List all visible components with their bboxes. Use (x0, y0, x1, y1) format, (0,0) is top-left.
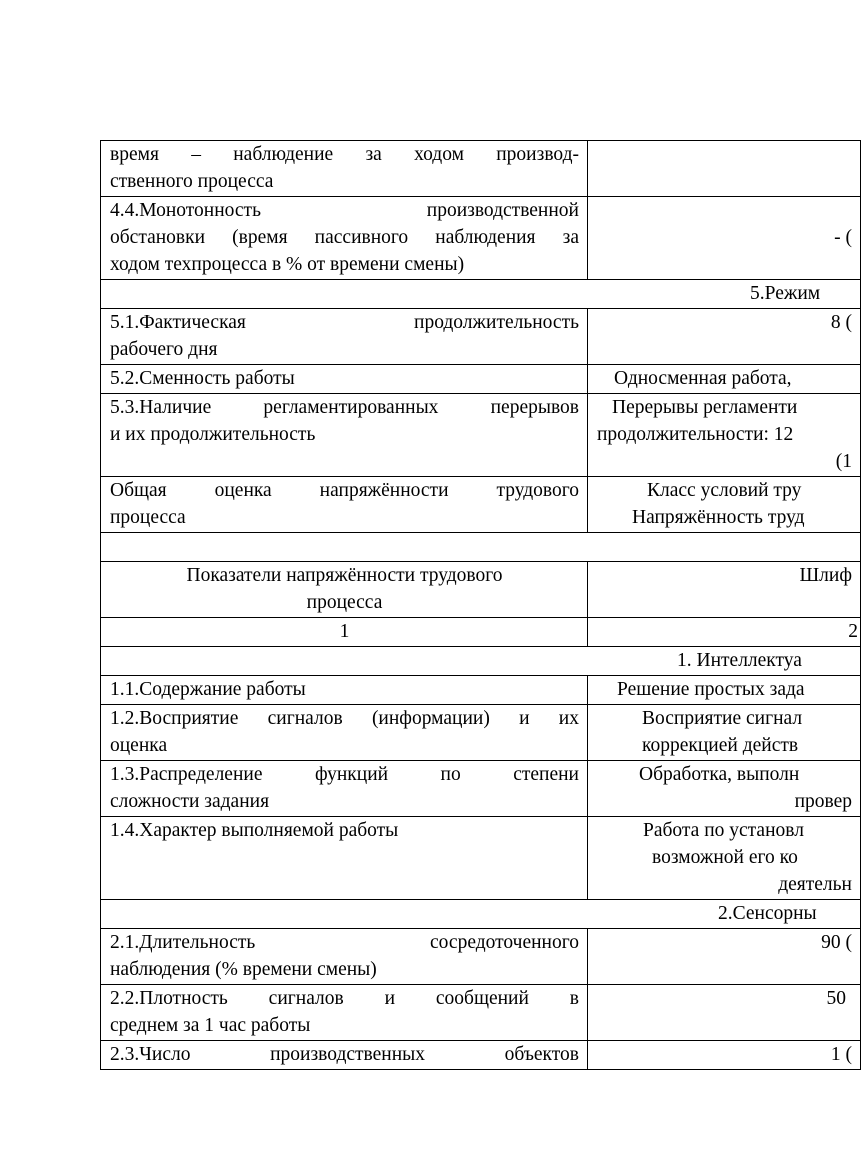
value-cell (588, 309, 861, 365)
table-row (101, 309, 861, 365)
indicator-cell (101, 141, 588, 197)
indicator-cell (101, 477, 588, 533)
table-row (101, 705, 861, 761)
table-row (101, 394, 861, 477)
table-row (101, 676, 861, 705)
indicator-cell (101, 985, 588, 1041)
cell-line: деятельн (778, 874, 852, 895)
cell-line: 2.2.Плотность сигналов и сообщений в (110, 988, 579, 1009)
value-cell (588, 985, 861, 1041)
cell-line: процесса (110, 507, 186, 528)
cell-line: 1.3.Распределение функций по степени (110, 764, 579, 785)
cell-line: ственного процесса (110, 171, 274, 192)
table-row (101, 1041, 861, 1070)
cell-line: 2.3.Число производственных объектов (110, 1044, 579, 1065)
cell-line: рабочего дня (110, 339, 218, 360)
header-line: процесса (306, 592, 383, 613)
table-row (101, 365, 861, 394)
header-line: Шлиф (799, 565, 852, 586)
value-cell (588, 676, 861, 705)
cell-line: Перерывы регламенти (612, 397, 798, 418)
section-title: 1. Интеллектуа (677, 650, 802, 671)
cell-line: коррекцией действ (642, 735, 799, 756)
indicator-cell (101, 394, 588, 477)
cell-line: - ( (834, 227, 852, 248)
value-cell (588, 705, 861, 761)
section-cell (101, 280, 861, 309)
cell-line: Напряжённость труд (632, 507, 805, 528)
cell-line: Односменная работа, (614, 368, 792, 389)
value-cell (588, 761, 861, 817)
indicator-cell (101, 1041, 588, 1070)
section-row (101, 647, 861, 676)
cell-line: провер (794, 791, 852, 812)
section-title: 5.Режим (750, 283, 821, 304)
section-cell (101, 647, 861, 676)
cell-line: продолжительности: 12 (597, 424, 794, 445)
column-number: 1 (339, 621, 350, 642)
cell-line: 5.1.Фактическая продолжительность (110, 312, 579, 333)
value-cell (588, 394, 861, 477)
cell-line: Решение простых зада (617, 679, 805, 700)
value-cell (588, 141, 861, 197)
indicator-cell (101, 817, 588, 900)
table-row (101, 477, 861, 533)
value-cell (588, 197, 861, 280)
header-line: Показатели напряжённости трудового (186, 565, 503, 586)
blank-row (101, 533, 861, 562)
cell-line: Восприятие сигнал (642, 708, 803, 729)
indicator-cell (101, 929, 588, 985)
section-row (101, 900, 861, 929)
section-cell (101, 900, 861, 929)
cell-line: 2.1.Длительность сосредоточенного (110, 932, 579, 953)
value-cell (588, 817, 861, 900)
indicator-cell (101, 761, 588, 817)
cell-line: 5.3.Наличие регламентированных перерывов (110, 397, 579, 418)
indicator-cell (101, 197, 588, 280)
cell-line: среднем за 1 час работы (110, 1015, 311, 1036)
column-number: 2 (848, 621, 858, 642)
cell-line: возможной его ко (652, 847, 798, 868)
header-cell (588, 562, 861, 618)
cell-line: сложности задания (110, 791, 270, 812)
cell-line: (1 (835, 451, 852, 472)
cell-line: время – наблюдение за ходом производ- (110, 144, 579, 165)
cell-line: 4.4.Монотонность производственной (110, 200, 579, 221)
indicator-cell (101, 365, 588, 394)
value-cell (588, 1041, 861, 1070)
value-cell (588, 477, 861, 533)
blank-cell (101, 533, 861, 562)
table-row (101, 761, 861, 817)
cell-line: наблюдения (% времени смены) (110, 959, 377, 980)
number-cell (588, 618, 861, 647)
number-row (101, 618, 861, 647)
table-row (101, 141, 861, 197)
value-cell (588, 929, 861, 985)
cell-line: Работа по установл (643, 820, 804, 841)
cell-line: 8 ( (830, 312, 852, 333)
cell-line: 1 ( (830, 1044, 852, 1065)
cell-line: 90 ( (821, 932, 852, 953)
header-cell (101, 562, 588, 618)
section-row (101, 280, 861, 309)
table-row (101, 817, 861, 900)
cell-line: 1.1.Содержание работы (110, 679, 306, 700)
labor-intensity-table (100, 140, 861, 1070)
cell-line: Общая оценка напряжённости трудового (110, 480, 579, 501)
section-title: 2.Сенсорны (718, 903, 817, 924)
cell-line: 1.2.Восприятие сигналов (информации) и их (110, 708, 579, 729)
document (100, 140, 860, 1070)
indicator-cell (101, 309, 588, 365)
cell-line: Обработка, выполн (639, 764, 800, 785)
cell-line: Класс условий тру (647, 480, 802, 501)
indicator-cell (101, 705, 588, 761)
cell-line: 1.4.Характер выполняемой работы (110, 820, 399, 841)
table-row (101, 197, 861, 280)
cell-line: и их продолжительность (110, 424, 316, 445)
number-cell (101, 618, 588, 647)
header-row (101, 562, 861, 618)
cell-line: ходом техпроцесса в % от времени смены) (110, 254, 465, 275)
cell-line: 5.2.Сменность работы (110, 368, 295, 389)
cell-line: оценка (110, 735, 168, 756)
value-cell (588, 365, 861, 394)
table-row (101, 985, 861, 1041)
indicator-cell (101, 676, 588, 705)
cell-line: 50 (826, 988, 846, 1009)
table-row (101, 929, 861, 985)
cell-line: обстановки (время пассивного наблюдения за (110, 227, 579, 248)
